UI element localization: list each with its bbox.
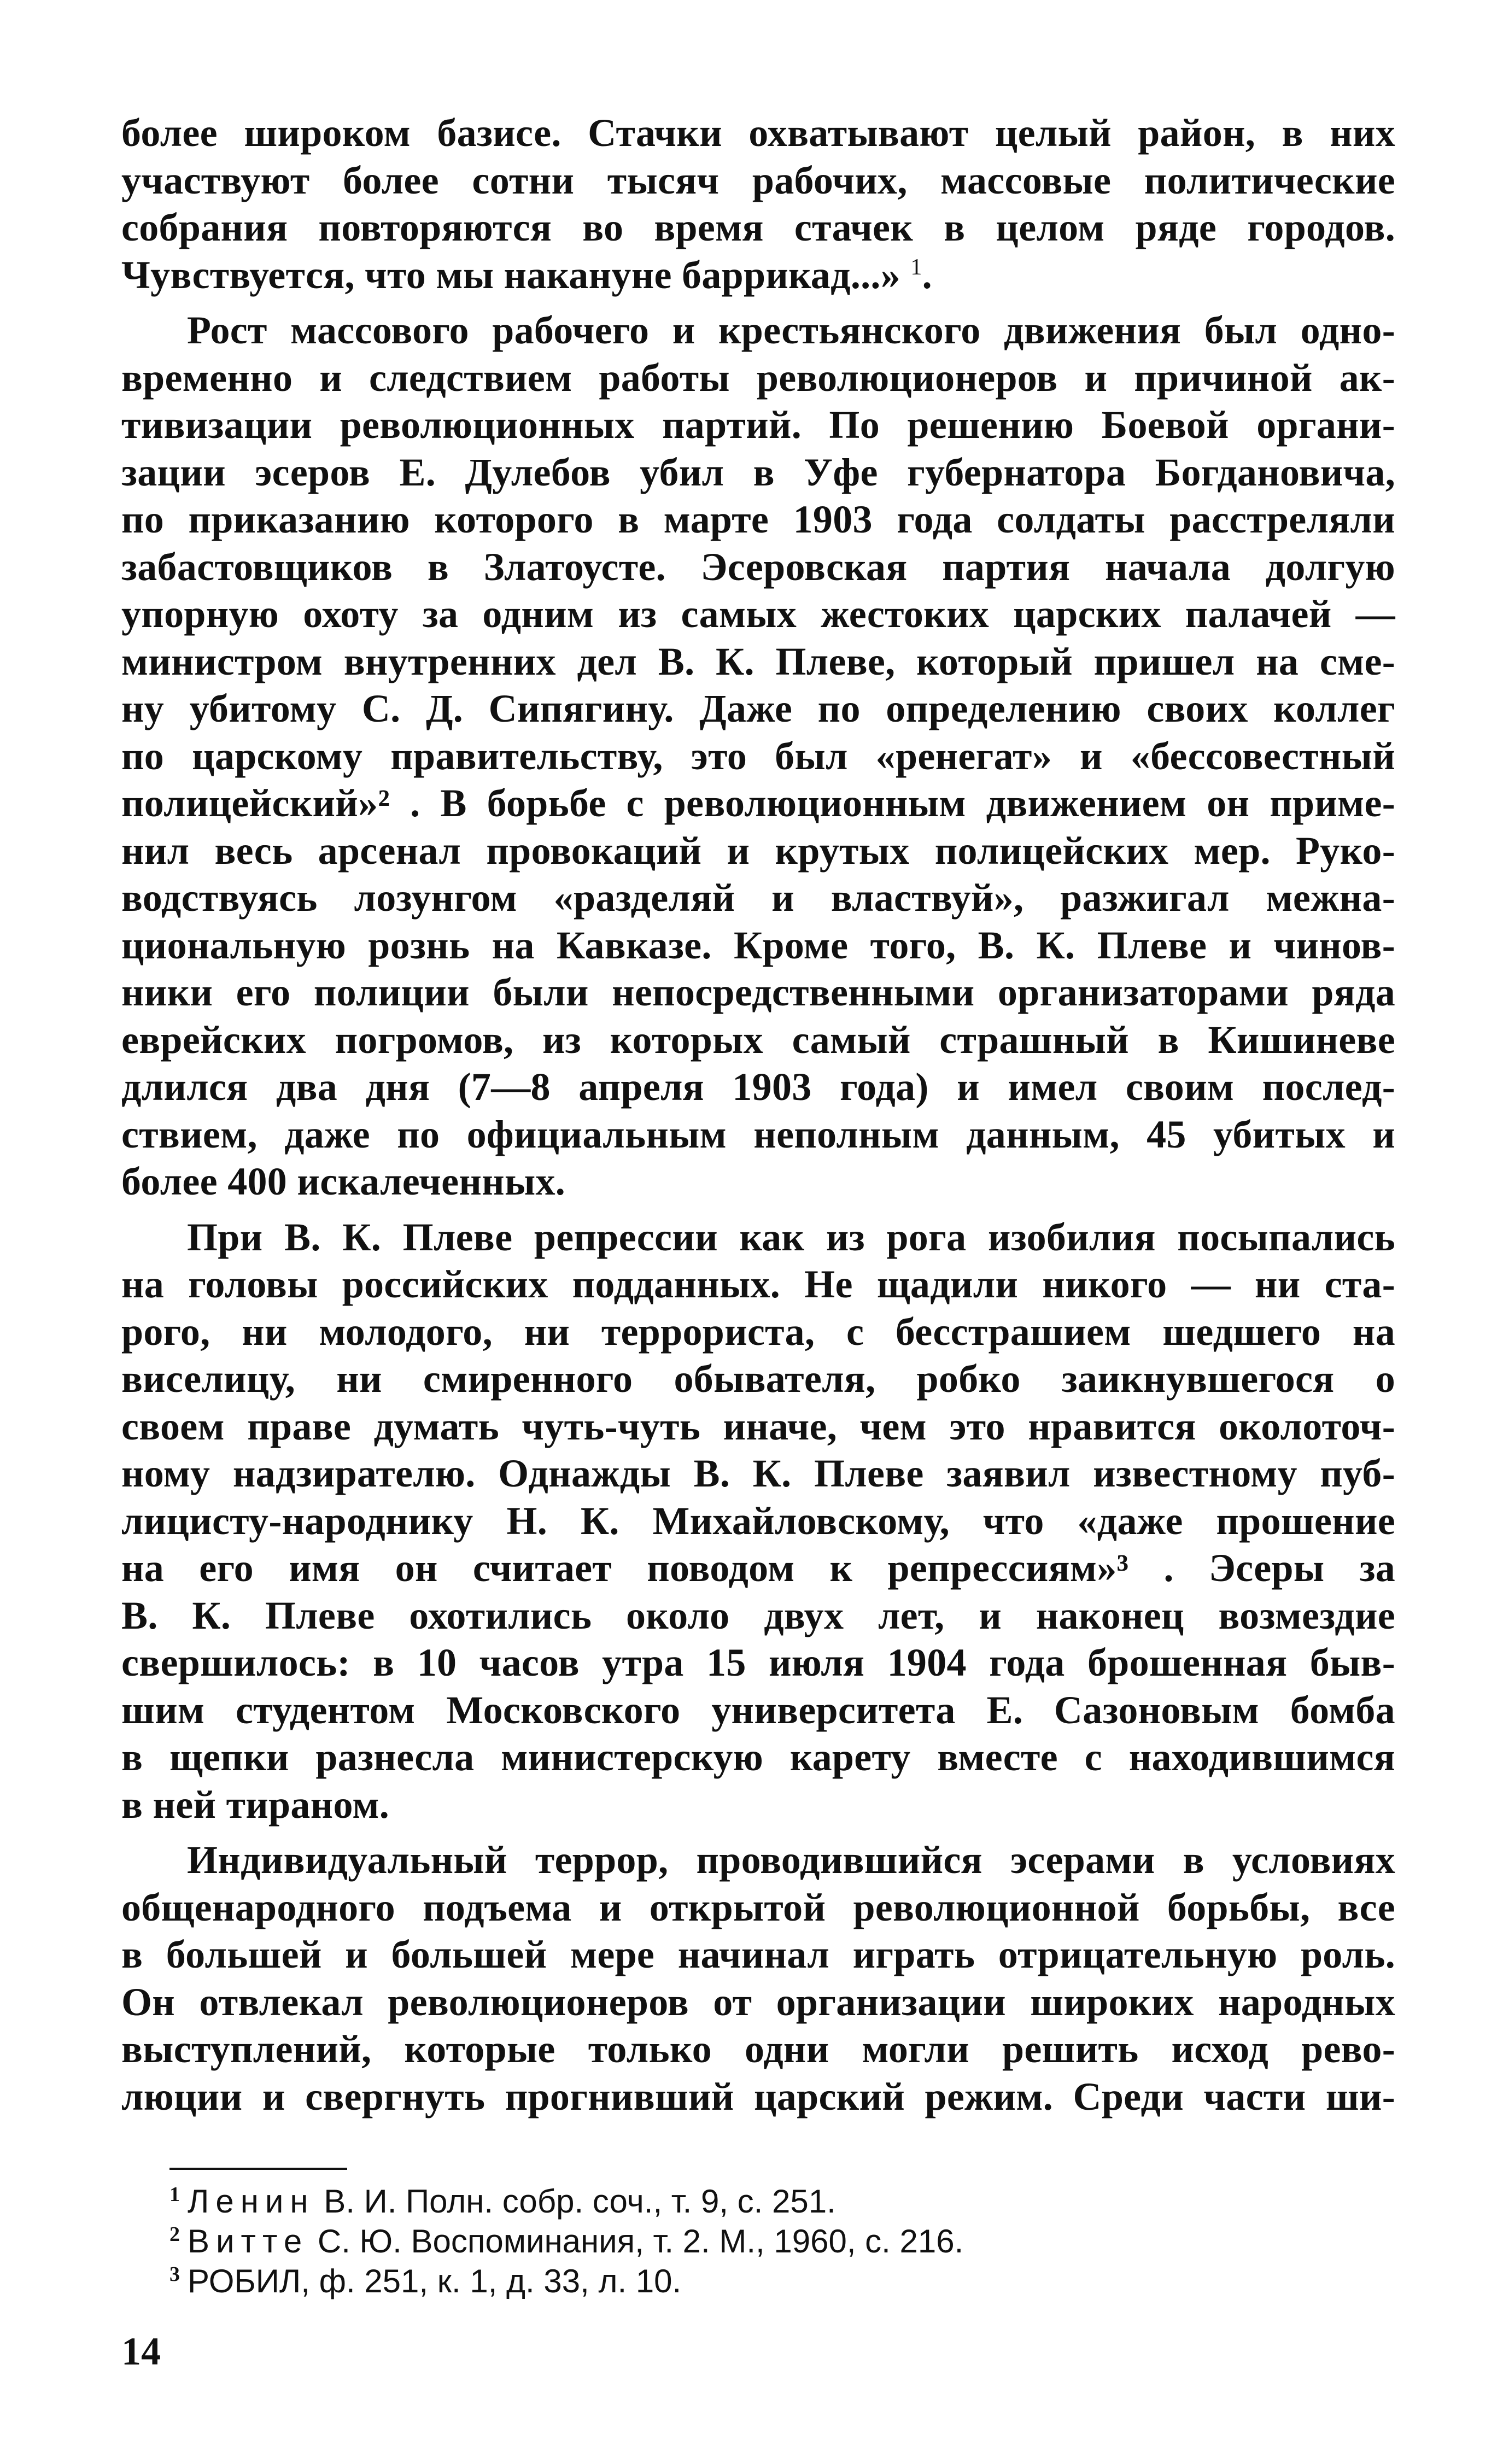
punctuation: . xyxy=(922,253,932,297)
text-line: в большей и большей мере начинал играть отрицательную роль. xyxy=(121,1933,1395,1976)
text-line: В. К. Плеве охотились около двух лет, и наконец возмездие xyxy=(121,1593,1395,1637)
text-line: министром внутренних дел В. К. Плеве, который пришел на сме- xyxy=(121,639,1395,683)
text-line: зации эсеров Е. Дулебов убил в Уфе губернатора Богдановича, xyxy=(121,450,1395,494)
text-line: временно и следствием работы революционеров и причиной ак- xyxy=(121,355,1395,400)
text-line: Индивидуальный террор, проводившийся эсерами в условиях xyxy=(187,1838,1395,1882)
text-line: рого, ни молодого, ни террориста, с бесстрашием шедшего на xyxy=(121,1309,1395,1354)
text-line xyxy=(121,251,1395,299)
footnote-author: Витте xyxy=(188,2223,309,2260)
page-number: 14 xyxy=(121,2330,161,2373)
text-line-content: Чувствуется, что мы накануне баррикад...» xyxy=(121,253,901,297)
text-line: люции и свергнуть прогнивший царский режим. Среди части ши- xyxy=(121,2074,1395,2118)
text-line: Он отвлекал революционеров от организации широких народных xyxy=(121,1980,1395,2024)
footnote-number: 1 xyxy=(169,2183,180,2206)
text-line: в щепки разнесла министерскую карету вместе с находившимся xyxy=(121,1735,1395,1779)
text-line: Рост массового рабочего и крестьянского движения был одно- xyxy=(187,308,1395,352)
paragraph-2 xyxy=(121,307,1395,1205)
footnote-text: РОБИЛ, ф. 251, к. 1, д. 33, л. 10. xyxy=(188,2263,682,2299)
text-line: упорную охоту за одним из самых жестоких царских палачей — xyxy=(121,592,1395,636)
footnote-text: В. И. Полн. собр. соч., т. 9, с. 251. xyxy=(324,2183,836,2220)
text-line: водствуясь лозунгом «разделяй и властвуй», разжигал межна- xyxy=(121,876,1395,920)
footnote-text: С. Ю. Воспоминания, т. 2. М., 1960, с. 216. xyxy=(317,2223,964,2260)
text-line: тивизации революционных партий. По решению Боевой органи- xyxy=(121,403,1395,447)
text-line: более широком базисе. Стачки охватывают целый район, в них xyxy=(121,111,1395,155)
paragraph-4 xyxy=(121,1836,1395,2120)
text-line: нил весь арсенал провокаций и крутых полицейских мер. Руко- xyxy=(121,828,1395,873)
footnote-number: 3 xyxy=(169,2263,180,2286)
text-line: забастовщиков в Златоусте. Эсеровская партия начала долгую xyxy=(121,545,1395,589)
text-line: шим студентом Московского университета Е. Сазоновым бомба xyxy=(121,1688,1395,1732)
text-line: циональную рознь на Кавказе. Кроме того, В. К. Плеве и чинов- xyxy=(121,923,1395,967)
footnote-number: 2 xyxy=(169,2223,180,2246)
text-line: ники его полиции были непосредственными организаторами ряда xyxy=(121,970,1395,1014)
text-line: еврейских погромов, из которых самый страшный в Кишиневе xyxy=(121,1017,1395,1062)
footnote-divider xyxy=(169,2168,347,2170)
text-line: по царскому правительству, это был «ренегат» и «бессовестный xyxy=(121,734,1395,778)
text-line: лицисту-народнику Н. К. Михайловскому, что «даже прошение xyxy=(121,1499,1395,1543)
text-line: на его имя он считает поводом к репрессиям»³ . Эсеры за xyxy=(121,1546,1395,1590)
text-line: общенародного подъема и открытой революционной борьбы, все xyxy=(121,1885,1395,1929)
text-line: по приказанию которого в марте 1903 года солдаты расстреляли xyxy=(121,498,1395,541)
text-line: свершилось: в 10 часов утра 15 июля 1904 года брошенная быв- xyxy=(121,1641,1395,1684)
main-text xyxy=(121,109,1395,2120)
text-line: ну убитому С. Д. Сипягину. Даже по определению своих коллег xyxy=(121,687,1395,730)
text-line: длился два дня (7—8 апреля 1903 года) и имел своим послед- xyxy=(121,1065,1395,1109)
paragraph-1 xyxy=(121,109,1395,299)
footnote-2 xyxy=(169,2221,1372,2261)
text-line: более 400 искалеченных. xyxy=(121,1160,566,1203)
text-line: ствием, даже по официальным неполным данным, 45 убитых и xyxy=(121,1112,1395,1156)
text-line: в ней тираном. xyxy=(121,1782,390,1827)
text-line: При В. К. Плеве репрессии как из рога изобилия посыпались xyxy=(187,1215,1395,1259)
footnote-author: Ленин xyxy=(188,2183,315,2220)
text-line: своем праве думать чуть-чуть иначе, чем это нравится околоточ- xyxy=(121,1404,1395,1448)
text-line: выступлений, которые только одни могли решить исход рево- xyxy=(121,2027,1395,2071)
paragraph-3 xyxy=(121,1214,1395,1829)
footnote-3 xyxy=(169,2261,1372,2301)
footnotes xyxy=(169,2181,1372,2301)
text-line: виселицу, ни смиренного обывателя, робко заикнувшегося о xyxy=(121,1357,1395,1401)
text-line: полицейский»² . В борьбе с революционным движением он приме- xyxy=(121,781,1395,825)
text-line: собрания повторяются во время стачек в целом ряде городов. xyxy=(121,206,1395,249)
footnote-ref: 1 xyxy=(910,254,922,280)
text-line: участвуют более сотни тысяч рабочих, массовые политические xyxy=(121,158,1395,202)
text-line: ному надзирателю. Однажды В. К. Плеве заявил известному пуб- xyxy=(121,1452,1395,1495)
text-line: на головы российских подданных. Не щадили никого — ни ста- xyxy=(121,1262,1395,1306)
footnote-1 xyxy=(169,2181,1372,2221)
